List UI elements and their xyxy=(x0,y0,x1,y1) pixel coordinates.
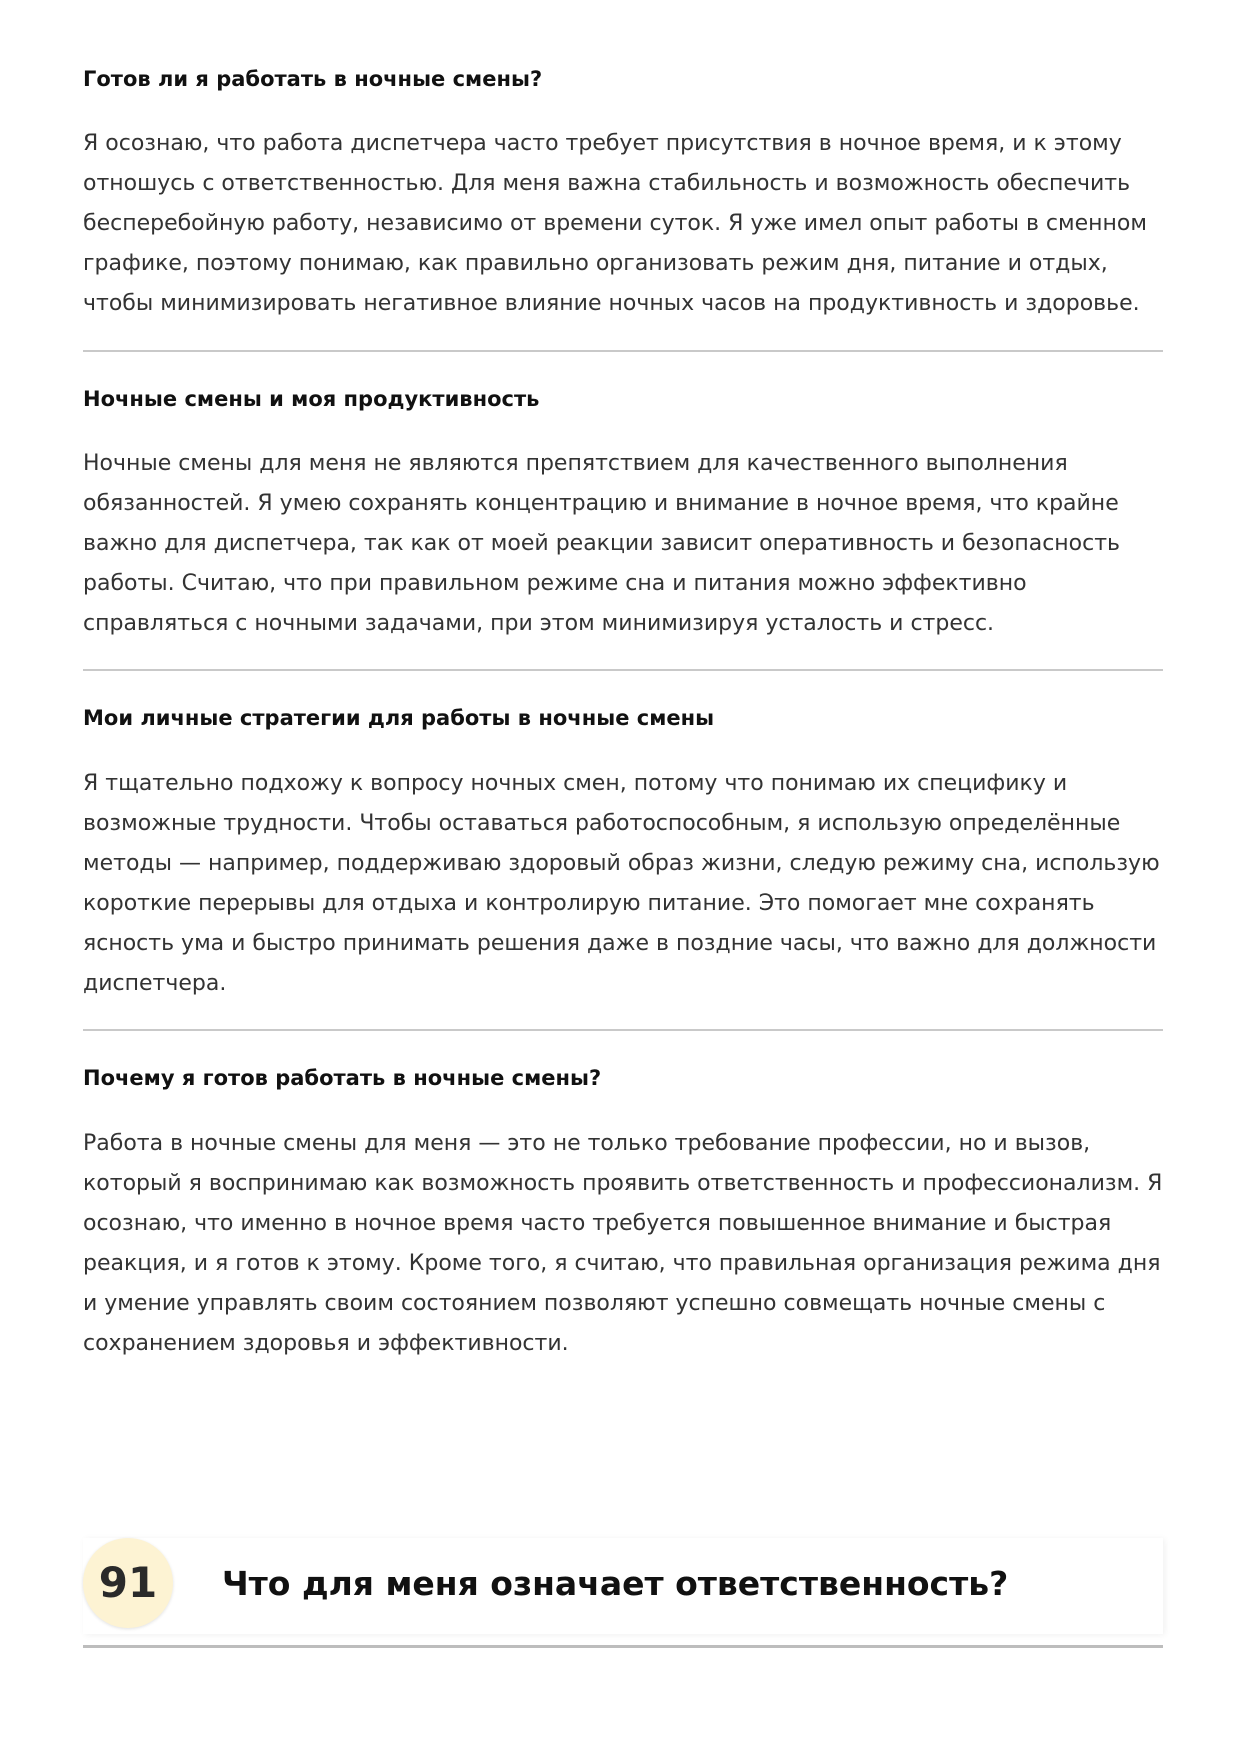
answer-section-1 xyxy=(83,64,1163,324)
question-divider xyxy=(83,1645,1163,1648)
section-heading: Мои личные стратегии для работы в ночные смены xyxy=(83,706,715,730)
section-paragraph: Я тщательно подхожу к вопросу ночных смен, потому что понимаю их специфику и возможные трудности. Чтобы оставаться работоспособным, я использую определённые методы — например, поддерживаю здоровый образ жизни, следую режиму сна, использую короткие перерывы для отдыха и контролирую питание. Это помогает мне сохранять ясность ума и быстро принимать решения даже в поздние часы, что важно для должности диспетчера. xyxy=(83,771,1160,996)
question-number-badge: 91 xyxy=(83,1538,173,1628)
section-paragraph: Работа в ночные смены для меня — это не только требование профессии, но и вызов, который я воспринимаю как возможность проявить ответственность и профессионализм. Я осознаю, что именно в ночное время часто требуется повышенное внимание и быстрая реакция, и я готов к этому. Кроме того, я считаю, что правильная организация режима дня и умение управлять своим состоянием позволяют успешно совмещать ночные смены с сохранением здоровья и эффективности. xyxy=(83,1131,1163,1356)
answer-section-4 xyxy=(83,1063,1163,1364)
section-divider xyxy=(83,669,1163,671)
section-heading: Готов ли я работать в ночные смены? xyxy=(83,67,543,91)
section-heading: Почему я готов работать в ночные смены? xyxy=(83,1066,602,1090)
section-paragraph: Ночные смены для меня не являются препятствием для качественного выполнения обязанностей. Я умею сохранять концентрацию и внимание в ночное время, что крайне важно для диспетчера, так как от моей реакции зависит оперативность и безопасность работы. Считаю, что при правильном режиме сна и питания можно эффективно справляться с ночными задачами, при этом минимизируя усталость и стресс. xyxy=(83,451,1121,636)
answer-section-3 xyxy=(83,703,1163,1004)
section-paragraph: Я осознаю, что работа диспетчера часто требует присутствия в ночное время, и к этому отношусь с ответственностью. Для меня важна стабильность и возможность обеспечить бесперебойную работу, независимо от времени суток. Я уже имел опыт работы в сменном графике, поэтому понимаю, как правильно организовать режим дня, питание и отдых, чтобы минимизировать негативное влияние ночных часов на продуктивность и здоровье. xyxy=(83,131,1147,316)
section-divider xyxy=(83,350,1163,352)
question-header xyxy=(83,1538,1163,1634)
question-title: Что для меня означает ответственность? xyxy=(222,1564,1009,1603)
answer-section-2 xyxy=(83,384,1163,644)
section-heading: Ночные смены и моя продуктивность xyxy=(83,387,540,411)
section-divider xyxy=(83,1029,1163,1031)
